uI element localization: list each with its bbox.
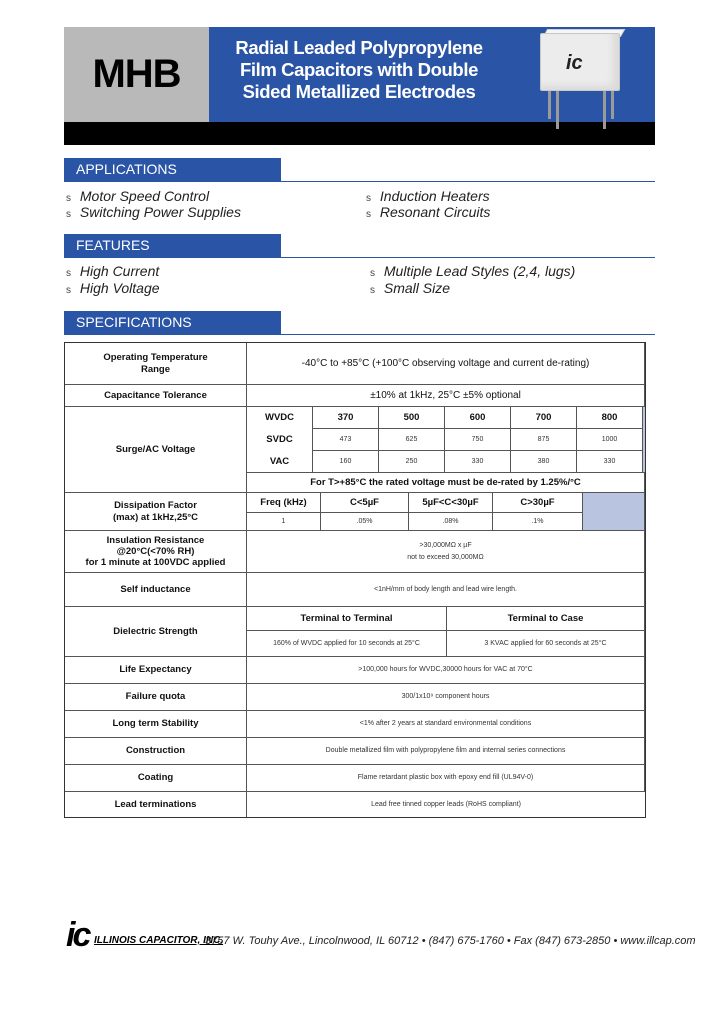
vac-value: 250: [379, 451, 445, 473]
header-black-bar: [64, 122, 655, 145]
wvdc-value: 800: [577, 407, 643, 429]
app-item-4: s Resonant Circuits: [366, 204, 491, 220]
label-cap-tolerance: Capacitance Tolerance: [65, 385, 247, 407]
feature-item-3: s Multiple Lead Styles (2,4, lugs): [370, 263, 576, 279]
capacitor-lead: [548, 91, 551, 119]
df-header: Freq (kHz): [247, 493, 321, 513]
row-name-svdc: SVDC: [247, 429, 313, 451]
bullet-icon: s: [66, 193, 71, 204]
feature-item-1: s High Current: [66, 263, 160, 279]
dielectric-header: Terminal to Case: [447, 607, 645, 631]
svdc-value: 750: [445, 429, 511, 451]
model-name: MHB: [92, 52, 181, 96]
bullet-icon: s: [66, 268, 71, 279]
value-construction: Double metallized film with polypropylene film and internal series connections: [247, 738, 645, 765]
bullet-icon: s: [366, 209, 371, 220]
label-self-inductance: Self inductance: [65, 573, 247, 607]
label-construction: Construction: [65, 738, 247, 765]
value-coating: Flame retardant plastic box with epoxy end fill (UL94V-0): [247, 765, 645, 792]
spec-table: [64, 342, 646, 818]
label-stability: Long term Stability: [65, 711, 247, 738]
specifications-heading: SPECIFICATIONS: [64, 311, 281, 334]
bullet-icon: s: [66, 209, 71, 220]
value-leads: Lead free tinned copper leads (RoHS compliant): [371, 800, 521, 808]
wvdc-value: 370: [313, 407, 379, 429]
shaded-cell: [643, 407, 645, 473]
svdc-value: 625: [379, 429, 445, 451]
row-name-wvdc: WVDC: [247, 407, 313, 429]
features-heading: FEATURES: [64, 234, 281, 257]
section-divider: [64, 257, 655, 258]
applications-heading: APPLICATIONS: [64, 158, 281, 181]
dielectric-header: Terminal to Terminal: [247, 607, 447, 631]
dielectric-value: 3 KVAC applied for 60 seconds at 25°C: [447, 631, 645, 657]
vac-value: 160: [313, 451, 379, 473]
vac-value: 380: [511, 451, 577, 473]
value-self-inductance: <1nH/mm of body length and lead wire length.: [247, 573, 645, 607]
dielectric-value: 160% of WVDC applied for 10 seconds at 25°C: [247, 631, 447, 657]
value-operating-temp: -40°C to +85°C (+100°C observing voltage and current de-rating): [247, 343, 645, 385]
label-dissipation: Dissipation Factor (max) at 1kHz,25°C: [65, 493, 247, 531]
label-surge-voltage: Surge/AC Voltage: [65, 407, 247, 493]
df-header: C>30µF: [493, 493, 583, 513]
capacitor-logo: ic: [566, 52, 583, 74]
value-life: >100,000 hours for WVDC,30000 hours for VAC at 70°C: [247, 657, 645, 684]
product-title: [209, 37, 509, 103]
company-name: ILLINOIS CAPACITOR, INC.: [94, 935, 224, 946]
df-value: .08%: [409, 513, 493, 531]
section-divider: [64, 334, 655, 335]
title-line-1: Radial Leaded Polypropylene: [235, 37, 483, 58]
value-insulation: >30,000MΩ x µF not to exceed 30,000MΩ: [247, 531, 645, 573]
value-failure: 300/1x10⁹ component hours: [247, 684, 645, 711]
wvdc-value: 600: [445, 407, 511, 429]
svdc-value: 1000: [577, 429, 643, 451]
bullet-icon: s: [366, 193, 371, 204]
feature-item-4: s Small Size: [370, 280, 451, 296]
section-divider: [64, 181, 655, 182]
capacitor-lead: [611, 91, 614, 119]
voltage-derating-note: For T>+85°C the rated voltage must be de-rated by 1.25%/°C: [247, 473, 645, 493]
svdc-value: 473: [313, 429, 379, 451]
bullet-icon: s: [370, 285, 375, 296]
wvdc-value: 500: [379, 407, 445, 429]
value-stability: <1% after 2 years at standard environmental conditions: [247, 711, 645, 738]
value-cap-tolerance: ±10% at 1kHz, 25°C ±5% optional: [247, 385, 645, 407]
capacitor-lead: [556, 91, 559, 129]
vac-value: 330: [445, 451, 511, 473]
feature-item-2: s High Voltage: [66, 280, 160, 296]
wvdc-value: 700: [511, 407, 577, 429]
df-value: .1%: [493, 513, 583, 531]
bullet-icon: s: [66, 285, 71, 296]
title-line-2: Film Capacitors with Double: [240, 59, 478, 80]
df-header: C<5µF: [321, 493, 409, 513]
shaded-cell: [583, 493, 645, 531]
title-line-3: Sided Metallized Electrodes: [242, 81, 476, 102]
vac-value: 330: [577, 451, 643, 473]
app-item-3: s Induction Heaters: [366, 188, 490, 204]
df-header: 5µF<C<30µF: [409, 493, 493, 513]
capacitor-lead: [603, 91, 606, 129]
company-logo: ic: [66, 916, 89, 954]
label-operating-temp: Operating Temperature Range: [65, 343, 247, 385]
label-coating: Coating: [65, 765, 247, 792]
bullet-icon: s: [370, 268, 375, 279]
label-failure: Failure quota: [65, 684, 247, 711]
df-value: 1: [247, 513, 321, 531]
label-dielectric: Dielectric Strength: [65, 607, 247, 657]
label-leads: Lead terminations: [65, 792, 247, 817]
svdc-value: 875: [511, 429, 577, 451]
label-life: Life Expectancy: [65, 657, 247, 684]
row-name-vac: VAC: [247, 451, 313, 473]
label-insulation: Insulation Resistance @20°C(<70% RH) for 1 minute at 100VDC applied: [65, 531, 247, 573]
df-value: .05%: [321, 513, 409, 531]
company-address: 3757 W. Touhy Ave., Lincolnwood, IL 60712 • (847) 675-1760 • Fax (847) 673-2850 • www.illcap.com: [205, 935, 696, 947]
app-item-1: s Motor Speed Control: [66, 188, 210, 204]
app-item-2: s Switching Power Supplies: [66, 204, 241, 220]
